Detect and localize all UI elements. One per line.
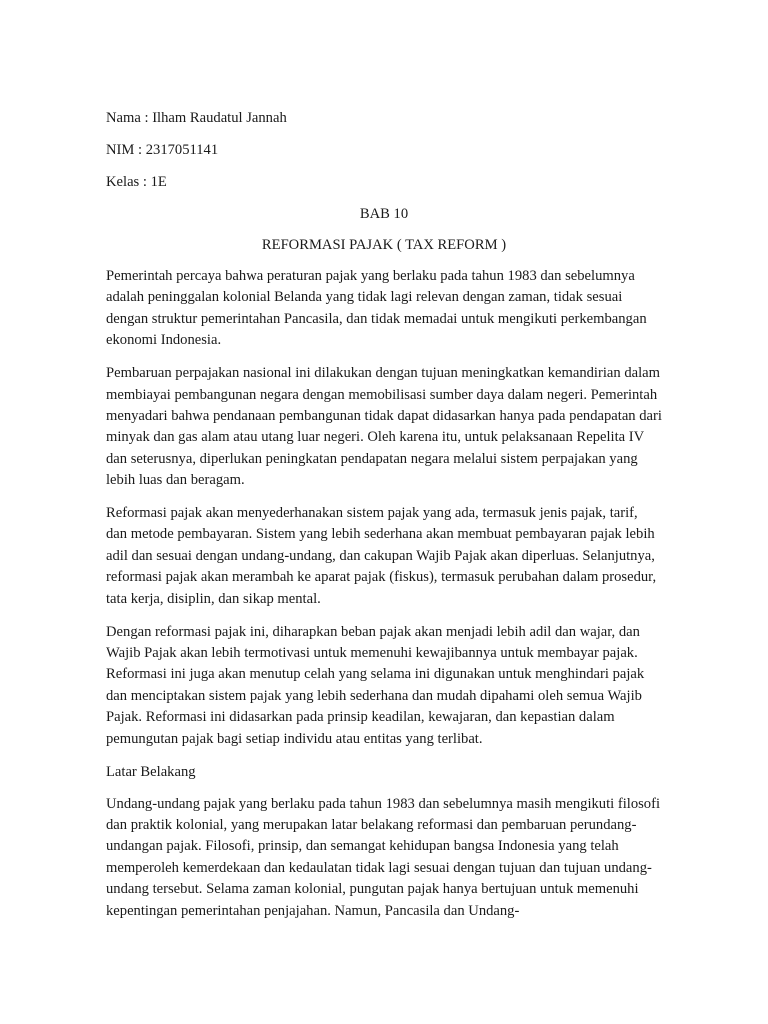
document-page (106, 108, 662, 933)
section-heading: Latar Belakang (106, 763, 196, 780)
paragraph-4: Dengan reformasi pajak ini, diharapkan beban pajak akan menjadi lebih adil dan wajar, dan Wajib Pajak akan lebih termotivasi untuk memenuhi kewajibannya untuk membayar pajak. Reformasi ini juga akan menutup celah yang selama ini digunakan untuk menghindari pajak dan menciptakan sistem pajak yang lebih sederhana dan mudah dipahami oleh semua Wajib Pajak. Reformasi ini didasarkan pada prinsip keadilan, kewajaran, dan kepastian dalam pemungutan pajak bagi setiap individu atau entitas yang terlibat. (106, 623, 645, 747)
paragraph-1: Pemerintah percaya bahwa peraturan pajak yang berlaku pada tahun 1983 dan sebelumnya adalah peninggalan kolonial Belanda yang tidak lagi relevan dengan zaman, tidak sesuai dengan struktur pemerintahan Pancasila, dan tidak memadai untuk mengikuti perkembangan ekonomi Indonesia. (106, 268, 647, 349)
document-title: REFORMASI PAJAK ( TAX REFORM ) (261, 237, 507, 253)
student-name-line: Nama : Ilham Raudatul Jannah (106, 110, 287, 126)
paragraph-3: Reformasi pajak akan menyederhanakan sistem pajak yang ada, termasuk jenis pajak, tarif, dan metode pembayaran. Sistem yang lebih sederhana akan membuat pembayaran pajak lebih adil dan sesuai dengan undang-undang, dan cakupan Wajib Pajak akan diperluas. Selanjutnya, reformasi pajak akan merambah ke aparat pajak (fiskus), termasuk perubahan dalam prosedur, tata kerja, disiplin, dan sikap mental. (106, 505, 657, 607)
chapter-label: BAB 10 (359, 206, 409, 222)
student-nim-line: NIM : 2317051141 (106, 142, 219, 158)
student-class-line: Kelas : 1E (106, 174, 167, 190)
section-paragraph: Undang-undang pajak yang berlaku pada tahun 1983 dan sebelumnya masih mengikuti filosofi dan praktik kolonial, yang merupakan latar belakang reformasi dan pembaruan perundang-undangan pajak. Filosofi, prinsip, dan semangat kehidupan bangsa Indonesia yang telah memperoleh kemerdekaan dan kedaulatan tidak lagi sesuai dengan tujuan dan tujuan undang-undang tersebut. Selama zaman kolonial, pungutan pajak hanya bertujuan untuk memenuhi kepentingan pemerintahan penjajahan. Namun, Pancasila dan Undang- (106, 795, 661, 919)
paragraph-2: Pembaruan perpajakan nasional ini dilakukan dengan tujuan meningkatkan kemandirian dalam membiayai pembangunan negara dengan memobilisasi sumber daya dalam negeri. Pemerintah menyadari bahwa pendanaan pembangunan tidak dapat didasarkan hanya pada pendapatan dari minyak dan gas alam atau utang luar negeri. Oleh karena itu, untuk pelaksanaan Repelita IV dan seterusnya, diperlukan peningkatan pendapatan negara melalui sistem perpajakan yang lebih luas dan beragam. (106, 365, 662, 489)
